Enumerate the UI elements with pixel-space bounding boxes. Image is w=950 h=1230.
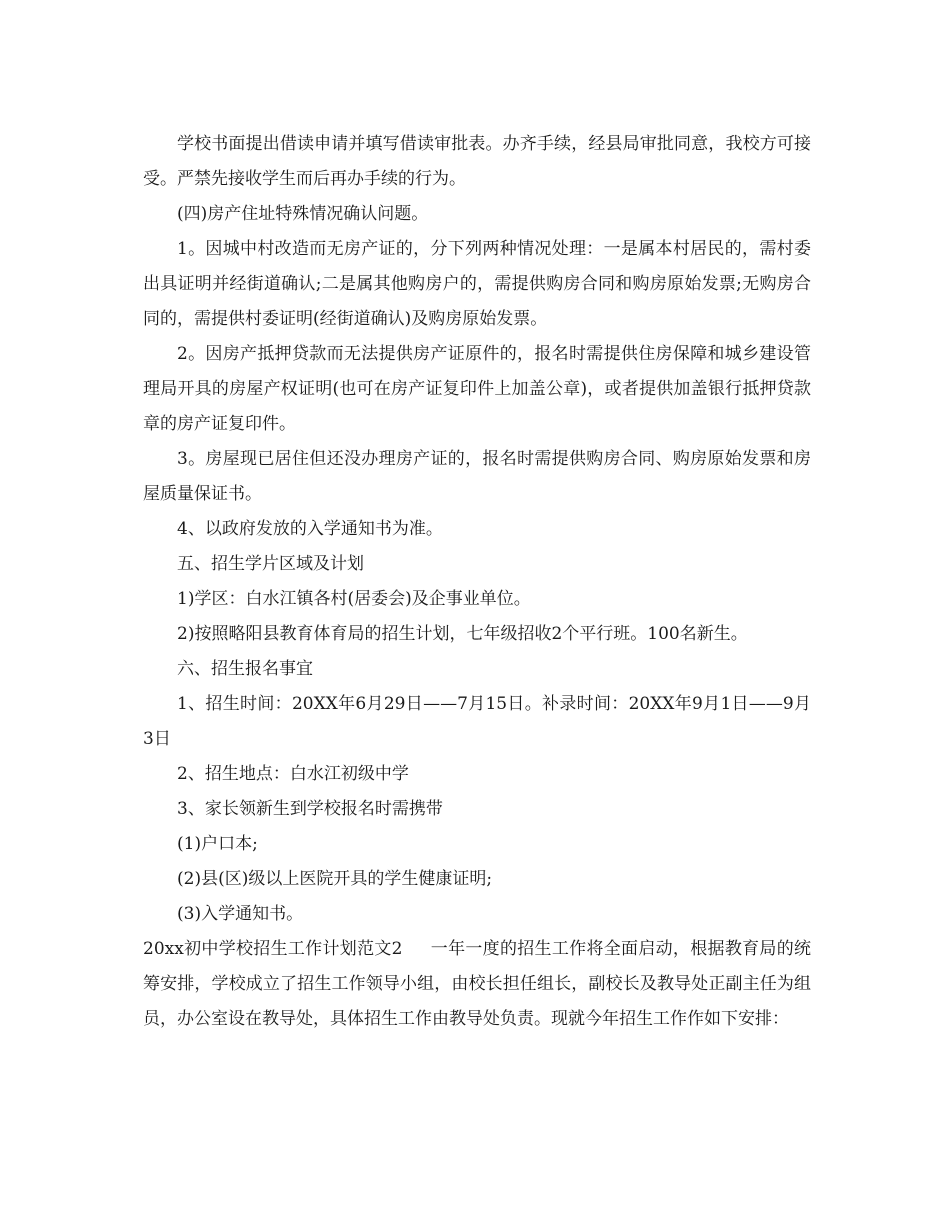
section-heading-five: 五、招生学片区域及计划 [177, 554, 364, 574]
paragraph-item-2: 2。因房产抵押贷款而无法提供房产证原件的，报名时需提供住房保障和城乡建设管理局开具的房屋产权证明(也可在房产证复印件上加盖公章)，或者提供加盖银行抵押贷款章的房产证复印件。 [143, 344, 811, 434]
paragraph-enrollment-plan: 2)按照略阳县教育体育局的招生计划，七年级招收2个平行班。100名新生。 [177, 624, 748, 644]
paragraph-school-district: 1)学区：白水江镇各村(居委会)及企事业单位。 [177, 589, 531, 609]
list-item-health-certificate: (2)县(区)级以上医院开具的学生健康证明; [177, 869, 493, 889]
paragraph-housing-heading: (四)房产住址特殊情况确认问题。 [177, 204, 429, 224]
paragraph-enrollment-time: 1、招生时间：20XX年6月29日——7月15日。补录时间：20XX年9月1日——9月3日 [143, 694, 811, 749]
section-two-paragraph [143, 932, 811, 1037]
section-two-body: 一年一度的招生工作将全面启动，根据教育局的统筹安排，学校成立了招生工作领导小组，由校长担任组长，副校长及教导处正副主任为组员，办公室设在教导处，具体招生工作由教导处负责。现就今年招生工作作如下安排： [143, 939, 812, 1029]
paragraph-required-items: 3、家长领新生到学校报名时需携带 [177, 799, 443, 819]
paragraph-item-1: 1。因城中村改造而无房产证的，分下列两种情况处理：一是属本村居民的，需村委出具证明并经街道确认;二是属其他购房户的，需提供购房合同和购房原始发票;无购房合同的，需提供村委证明(经街道确认)及购房原始发票。 [143, 239, 811, 329]
section-two-heading: 20xx初中学校招生工作计划范文2 [143, 939, 403, 959]
list-item-admission-notice: (3)入学通知书。 [177, 904, 304, 924]
paragraph-item-4: 4、以政府发放的入学通知书为准。 [177, 519, 443, 539]
paragraph-item-3: 3。房屋现已居住但还没办理房产证的，报名时需提供购房合同、购房原始发票和房屋质量保证书。 [143, 449, 811, 504]
section-heading-six: 六、招生报名事宜 [177, 659, 313, 679]
paragraph-enrollment-location: 2、招生地点：白水江初级中学 [177, 764, 409, 784]
list-item-household-register: (1)户口本; [177, 834, 258, 854]
document-body [143, 127, 811, 1037]
paragraph-borrow-application: 学校书面提出借读申请并填写借读审批表。办齐手续，经县局审批同意，我校方可接受。严禁先接收学生而后再办手续的行为。 [143, 134, 811, 189]
